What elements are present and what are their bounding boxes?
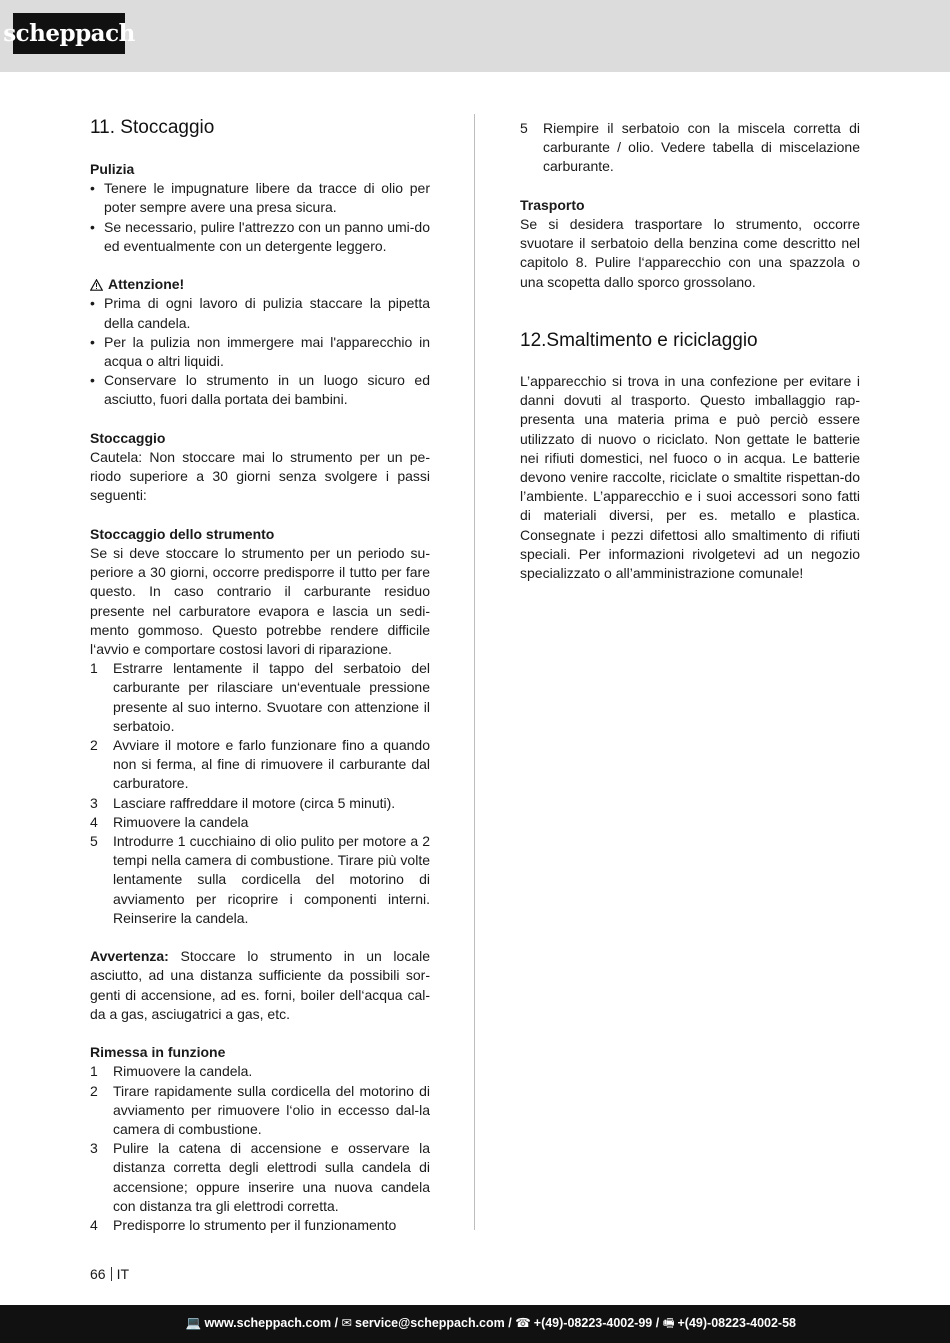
heading-text: Stoccaggio xyxy=(120,117,215,138)
heading-number: 11. xyxy=(90,117,116,138)
heading-number: 12. xyxy=(520,330,547,351)
step-item: 1 Rimuovere la candela. xyxy=(90,1063,253,1080)
trasporto-text: Se si desidera trasportare lo strumento, occorre svuotare il serbatoio della benzina come descritto nel capitolo 8. Pulire l‘apparecchio con una spazzola o una scopetta dallo sporco grossolano. xyxy=(520,216,860,290)
stoccaggio-text: Cautela: Non stoccare mai lo strumento per un pe-riodo superiore a 30 giorni senza svolgere i passi seguenti: xyxy=(90,449,430,504)
header-bar xyxy=(0,0,950,72)
phone-icon: ☎ xyxy=(515,1316,531,1331)
step-item: 3 Pulire la catena di accensione e osservare la distanza corretta degli elettrodi sulla candela di accensione; oppure inserire una nuova candela con distanza tra gli elettrodi corretta. xyxy=(90,1140,430,1214)
attenzione-title: Attenzione! xyxy=(90,275,430,294)
footer-mail: service@scheppach.com xyxy=(355,1316,505,1331)
rimessa-steps xyxy=(90,1062,430,1235)
section-heading-smaltimento xyxy=(520,329,860,353)
avvertenza-paragraph: Avvertenza: Stoccare lo strumento in un locale asciutto, ad una distanza sufficiente da possibili sor-genti di accensione, ad es. forni, boiler dell‘acqua cal-da a gas, asciugatrici a gas, etc. xyxy=(90,948,430,1022)
section-heading-stoccaggio xyxy=(90,116,430,140)
step-item: 2 Tirare rapidamente sulla cordicella del motorino di avviamento per rimuovere l‘olio in eccesso dal-la camera di combustione. xyxy=(90,1082,430,1138)
rimessa-title: Rimessa in funzione xyxy=(90,1044,226,1061)
attenzione-list xyxy=(90,294,430,409)
fax-icon: 🖷 xyxy=(662,1316,675,1331)
scheppach-logo xyxy=(3,13,135,54)
list-item: • Prima di ogni lavoro di pulizia staccare la pipetta della candela. xyxy=(90,295,430,331)
stoccaggio-strumento-title: Stoccaggio dello strumento xyxy=(90,525,275,542)
right-column xyxy=(520,119,860,583)
footer-web: www.scheppach.com xyxy=(204,1316,332,1331)
trasporto-title: Trasporto xyxy=(520,196,585,213)
step-item: 5 Introdurre 1 cucchiaino di olio pulito per motore a 2 tempi nella camera di combustione. Tirare più volte lentamente sulla cordicella del motorino di avviamento per ricoprire i componenti interni. Reinserire la candela. xyxy=(90,833,430,926)
step-item: 3 Lasciare raffreddare il motore (circa 5 minuti). xyxy=(90,794,396,811)
list-item: • Tenere le impugnature libere da tracce di olio per poter sempre avere una presa sicura. xyxy=(90,180,430,216)
stoccaggio-title: Stoccaggio xyxy=(90,429,166,446)
page-number: 66 IT xyxy=(90,1266,130,1282)
mail-icon: ✉ xyxy=(341,1316,352,1331)
rimessa-steps-continued xyxy=(520,119,860,177)
list-item: • Se necessario, pulire l'attrezzo con un panno umi-do ed eventualmente con un detergente leggero. xyxy=(90,218,430,254)
step-item: 4 Rimuovere la candela xyxy=(90,813,249,830)
left-column xyxy=(90,116,430,1235)
step-item: 1 Estrarre lentamente il tappo del serbatoio del carburante per rilasciare un‘eventuale pressione presente al suo interno. Svuotare con attenzione il serbatoio. xyxy=(90,660,430,734)
footer-fax: +(49)-08223-4002-58 xyxy=(677,1316,796,1331)
stoccaggio-strumento-text: Se si deve stoccare lo strumento per un periodo su-periore a 30 giorni, occorre predisporre il tutto per fare questo. In caso contrario il carburante residuo presente nel carburatore evapora e lascia un sedi-mento gommoso. Questo potrebbe rendere difficile l‘avvio e comportare costosi lavori di riparazione. xyxy=(90,545,430,658)
heading-text: Smaltimento e riciclaggio xyxy=(546,330,758,351)
pulizia-title: Pulizia xyxy=(90,161,135,177)
smaltimento-text: L’apparecchio si trova in una confezione per evitare i danni dovuti al trasporto. Questo imballaggio rap-presenta una materia prima e può perciò essere utilizzato di nuovo o riciclato. Non gettate le batterie nei rifiuti domestici, nel fuoco o in acqua. Le batterie devono venire raccolte, riciclate o smaltite rispettan-do l’ambiente. L’apparecchio e i suoi accessori sono fatti di materiali diversi, per es. metallo e plastica. Consegnate i pezzi difettosi allo smaltimento di rifiuti speciali. Per informazioni rivolgetevi ad un negozio specializzato o all’amministrazione comunale! xyxy=(520,373,860,582)
computer-icon: 💻 xyxy=(185,1316,202,1331)
footer-phone: +(49)-08223-4002-99 xyxy=(533,1316,653,1331)
page-separator xyxy=(111,1267,112,1281)
column-divider xyxy=(474,114,475,1230)
avvertenza-label: Avvertenza: xyxy=(90,948,169,965)
pulizia-list xyxy=(90,179,430,256)
logo-text: scheppach xyxy=(3,19,135,47)
warning-triangle-icon xyxy=(90,279,103,291)
step-item: 4 Predisporre lo strumento per il funzionamento xyxy=(90,1217,397,1234)
footer-bar: 💻 www.scheppach.com / ✉ service@scheppach.com / ☎ +(49)-08223-4002-99 / 🖷 +(49)-08223-4002-58 xyxy=(0,1305,950,1343)
step-item: 5 Riempire il serbatoio con la miscela corretta di carburante / olio. Vedere tabella di miscelazione carburante. xyxy=(520,120,860,175)
stoccaggio-steps xyxy=(90,659,430,928)
step-item: 2 Avviare il motore e farlo funzionare fino a quando non si ferma, al fine di rimuovere il carburante dal carburatore. xyxy=(90,737,430,792)
list-item: • Per la pulizia non immergere mai l'apparecchio in acqua o altri liquidi. xyxy=(90,333,430,370)
list-item: • Conservare lo strumento in un luogo sicuro ed asciutto, fuori dalla portata dei bambini. xyxy=(90,372,430,408)
